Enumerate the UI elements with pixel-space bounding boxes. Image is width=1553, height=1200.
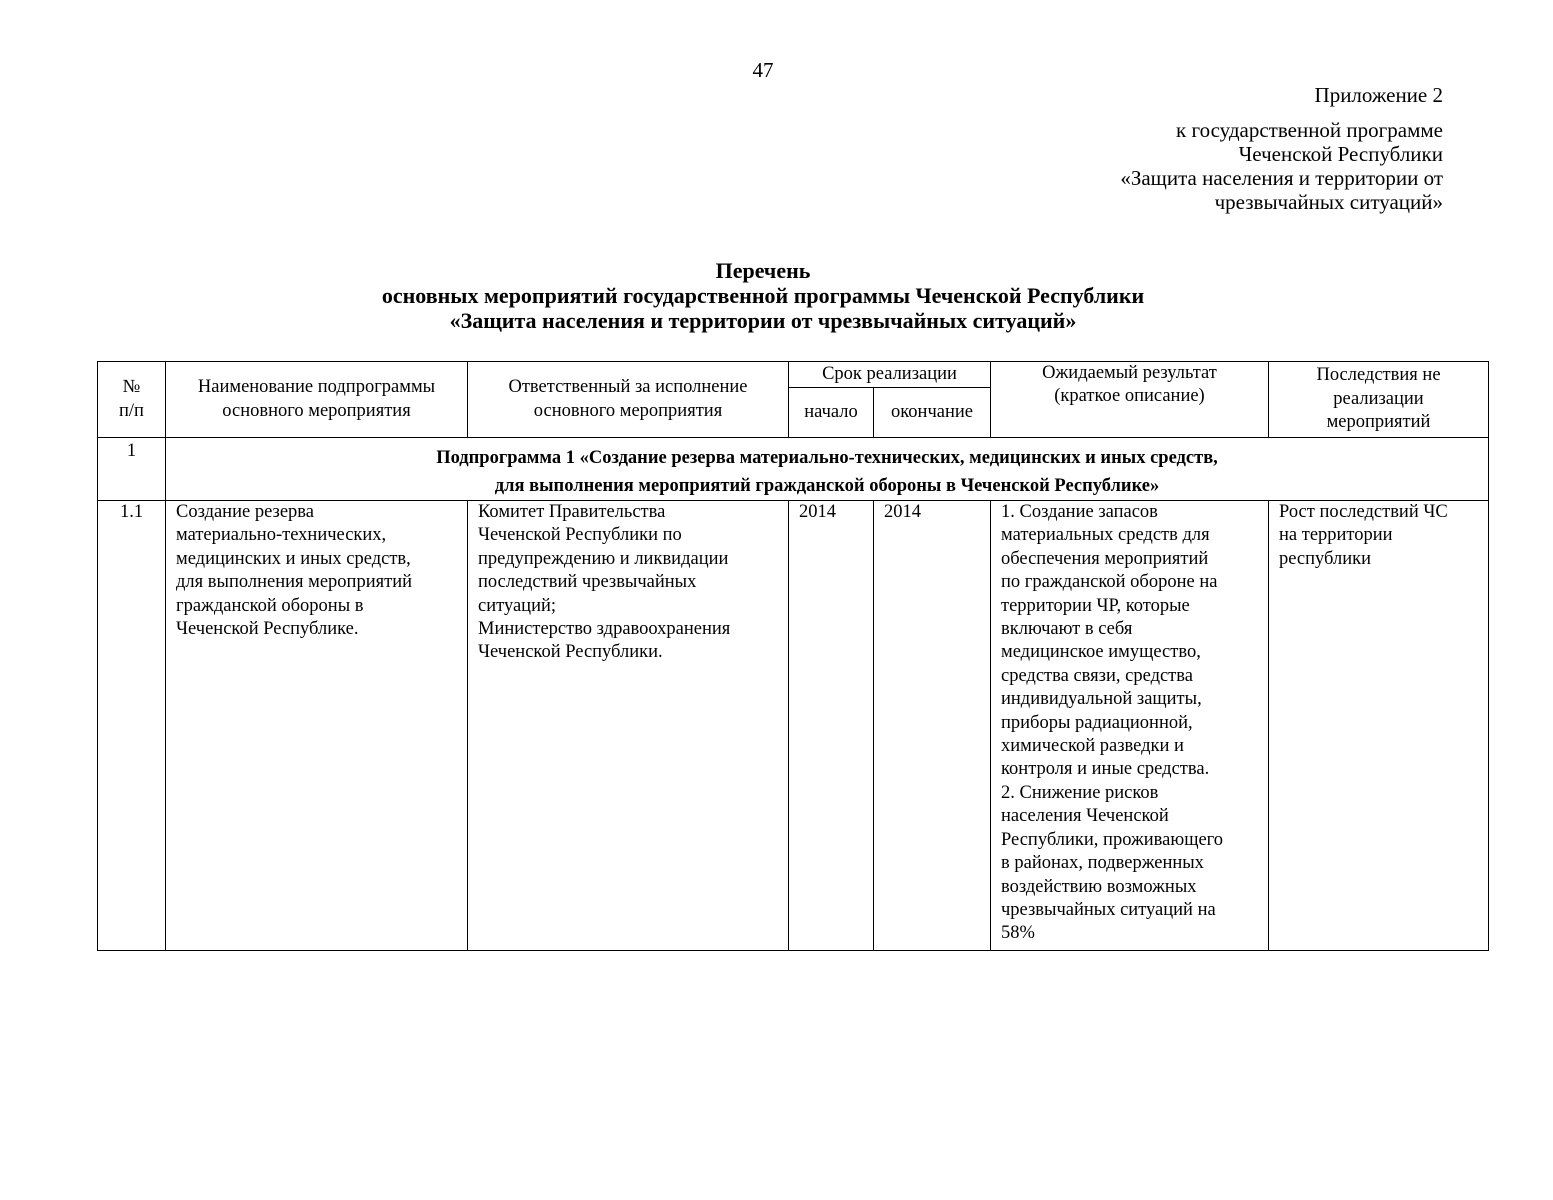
- row-name: Создание резерва материально-технических, медицинских и иных средств, для выполнения мероприятий гражданской обороны в Чеченской Республике.: [166, 501, 468, 951]
- row-end: 2014: [874, 501, 991, 951]
- appendix-line: Чеченской Республики: [1238, 142, 1443, 166]
- header-start: начало: [789, 388, 874, 438]
- header-responsible: Ответственный за исполнение основного мероприятия: [468, 362, 789, 438]
- row-result: 1. Создание запасов материальных средств для обеспечения мероприятий по гражданской обороне на территории ЧР, которые включают в себя медицинское имущество, средства связи, средства индивидуальной защиты, приборы радиационной, химической разведки и контроля и иные средства. 2. Снижение рисков населения Чеченской Республики, проживающего в районах, подверженных воздействию возможных чрезвычайных ситуаций на 58%: [991, 501, 1269, 951]
- header-end: окончание: [874, 388, 991, 438]
- header-num: № п/п: [98, 362, 166, 438]
- document-title: Перечень основных мероприятий государственной программы Чеченской Республики «Защита населения и территории от чрезвычайных ситуаций»: [381, 258, 1145, 333]
- row-responsible: Комитет Правительства Чеченской Республики по предупреждению и ликвидации последствий чрезвычайных ситуаций; Министерство здравоохранения Чеченской Республики.: [468, 501, 789, 951]
- header-name: Наименование подпрограммы основного мероприятия: [166, 362, 468, 438]
- appendix-line: «Защита населения и территории от: [1120, 166, 1443, 190]
- table-row: [98, 501, 1489, 951]
- appendix-line: к государственной программе: [1176, 118, 1443, 142]
- row-consequences: Рост последствий ЧС на территории республики: [1269, 501, 1489, 951]
- appendix-label: Приложение 2: [1314, 83, 1443, 107]
- row-num: 1.1: [98, 501, 166, 951]
- page-number: 47: [752, 58, 774, 82]
- row-start: 2014: [789, 501, 874, 951]
- appendix-line: чрезвычайных ситуаций»: [1214, 190, 1443, 214]
- subprogram-title: Подпрограмма 1 «Создание резерва материально-технических, медицинских и иных средств, для выполнения мероприятий гражданской обороны в Чеченской Республике»: [166, 438, 1489, 501]
- header-result: Ожидаемый результат (краткое описание): [991, 362, 1269, 438]
- subprogram-num: 1: [98, 438, 166, 501]
- header-consequences: Последствия не реализации мероприятий: [1269, 362, 1489, 438]
- measures-table: [97, 361, 1489, 951]
- header-term: Срок реализации: [789, 362, 991, 388]
